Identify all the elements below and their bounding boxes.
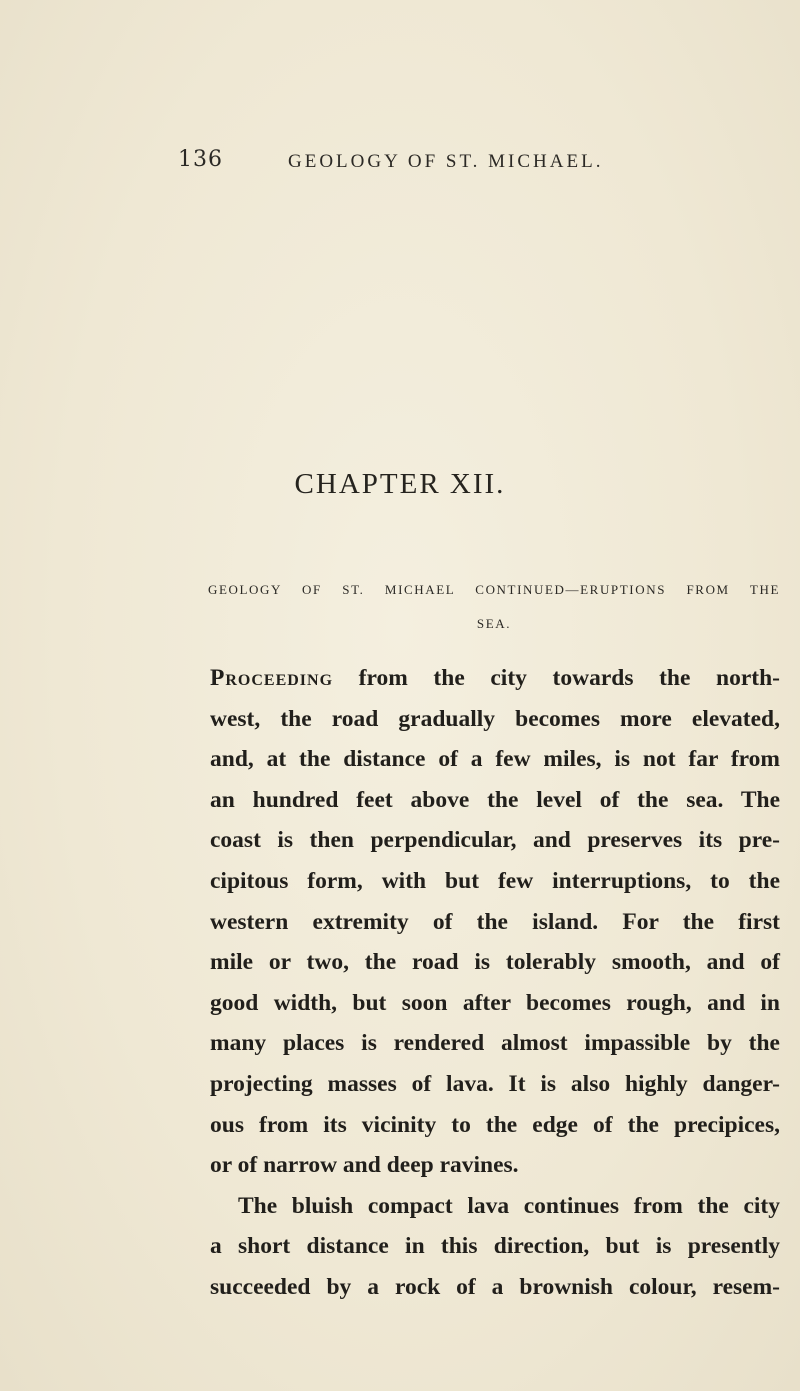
chapter-heading: CHAPTER XII. [294,468,506,500]
paragraph-line: or of narrow and deep ravines. [210,1152,519,1179]
paragraph-line: Proceeding from the city towards the north- [210,665,780,691]
paragraph-line: projecting masses of lava. It is also highly danger- [210,1070,780,1097]
paragraph-line: a short distance in this direction, but is presently [210,1233,780,1260]
chapter-subtitle-line: SEA. [476,616,512,631]
running-title: GEOLOGY OF ST. MICHAEL. [288,151,604,172]
paragraph-line: mile or two, the road is tolerably smooth, and of [210,949,780,976]
paragraph-line: western extremity of the island. For the first [210,908,780,935]
paragraph-line: an hundred feet above the level of the sea. The [210,786,780,813]
paragraph-line: many places is rendered almost impassible by the [210,1030,780,1057]
chapter-subtitle [208,582,780,632]
paragraph-line: The bluish compact lava continues from the city [238,1192,780,1219]
paragraph-line: good width, but soon after becomes rough, and in [210,989,780,1016]
body-text [210,658,780,1308]
page-number: 136 [178,147,223,172]
chapter-subtitle-line: GEOLOGY OF ST. MICHAEL CONTINUED—ERUPTIONS FROM THE [208,582,780,597]
lead-word: Proceeding [210,665,334,691]
paragraph-line: cipitous form, with but few interruptions, to the [210,867,780,894]
paragraph-line: ous from its vicinity to the edge of the precipices, [210,1111,780,1138]
running-head [178,147,798,177]
paragraph-line: west, the road gradually becomes more elevated, [210,705,780,732]
paragraph-line: and, at the distance of a few miles, is not far from [210,746,780,773]
paragraph-line: succeeded by a rock of a brownish colour, resem- [210,1273,780,1300]
paragraph-line: coast is then perpendicular, and preserves its pre- [210,827,780,854]
